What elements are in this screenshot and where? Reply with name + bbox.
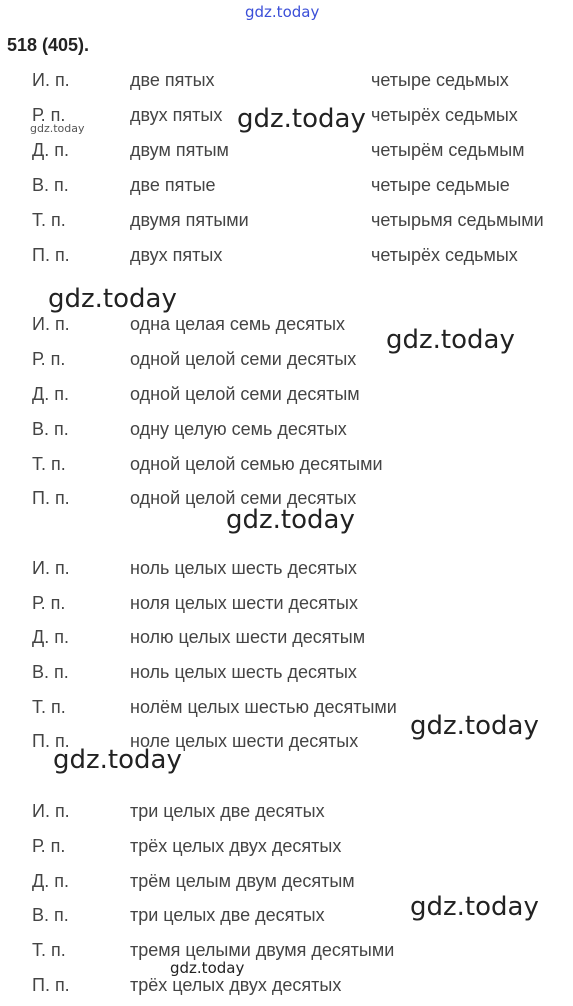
watermark: gdz.today [226,505,355,535]
case-label: В. п. [32,419,69,439]
case-label: В. п. [32,175,69,195]
case-label: Д. п. [32,384,69,404]
form-cell: три целых две десятых [130,905,325,925]
form-cell: четыре седьмых [371,70,509,90]
watermark: gdz.today [410,711,539,741]
case-label: Д. п. [32,871,69,891]
watermark: gdz.today [53,745,182,775]
form-cell: трёх целых двух десятых [130,975,342,995]
form-cell: четырьмя седьмыми [371,210,544,230]
form-cell: ноль целых шесть десятых [130,662,357,682]
case-label: Д. п. [32,627,69,647]
form-cell: одной целой семи десятым [130,384,360,404]
case-label: И. п. [32,558,70,578]
case-label: Т. п. [32,454,66,474]
case-label: П. п. [32,245,70,265]
form-cell: двумя пятыми [130,210,249,230]
header-watermark: gdz.today [245,3,320,21]
form-cell: двум пятым [130,140,229,160]
form-cell: одна целая семь десятых [130,314,346,334]
form-cell: нолю целых шести десятым [130,627,366,647]
case-label: Т. п. [32,210,66,230]
form-cell: ноля целых шести десятых [130,593,358,613]
form-cell: одну целую семь десятых [130,419,347,439]
case-label: И. п. [32,801,70,821]
case-label: Р. п. [32,593,66,613]
form-cell: четырёх седьмых [371,245,518,265]
case-label: И. п. [32,314,70,334]
form-cell: четырём седьмым [371,140,525,160]
case-label: Р. п. [32,836,66,856]
watermark: gdz.today [170,959,245,977]
case-label: П. п. [32,731,70,751]
case-label: Р. п. [32,349,66,369]
case-label: В. п. [32,662,69,682]
form-cell: ноль целых шесть десятых [130,558,357,578]
form-cell: нолём целых шестью десятыми [130,697,397,717]
form-cell: трёх целых двух десятых [130,836,342,856]
form-cell: четыре седьмые [371,175,510,195]
case-label: Д. п. [32,140,69,160]
form-cell: три целых две десятых [130,801,325,821]
form-cell: две пятых [130,70,215,90]
form-cell: одной целой семи десятых [130,349,357,369]
form-cell: ноле целых шести десятых [130,731,359,751]
form-cell: одной целой семи десятых [130,488,357,508]
form-cell: четырёх седьмых [371,105,518,125]
watermark: gdz.today [48,284,177,314]
form-cell: двух пятых [130,245,223,265]
watermark-small: gdz.today [30,122,85,135]
form-cell: одной целой семью десятыми [130,454,383,474]
watermark: gdz.today [410,892,539,922]
case-label: В. п. [32,905,69,925]
form-cell: трём целым двум десятым [130,871,355,891]
case-label: И. п. [32,70,70,90]
case-label: Р. п. [32,105,66,125]
case-label: Т. п. [32,940,66,960]
form-cell: двух пятых [130,105,223,125]
case-label: П. п. [32,488,70,508]
form-cell: две пятые [130,175,216,195]
form-cell: тремя целыми двумя десятыми [130,940,395,960]
watermark: gdz.today [237,104,366,134]
watermark: gdz.today [386,325,515,355]
case-label: Т. п. [32,697,66,717]
case-label: П. п. [32,975,70,995]
task-number: 518 (405). [7,35,90,55]
